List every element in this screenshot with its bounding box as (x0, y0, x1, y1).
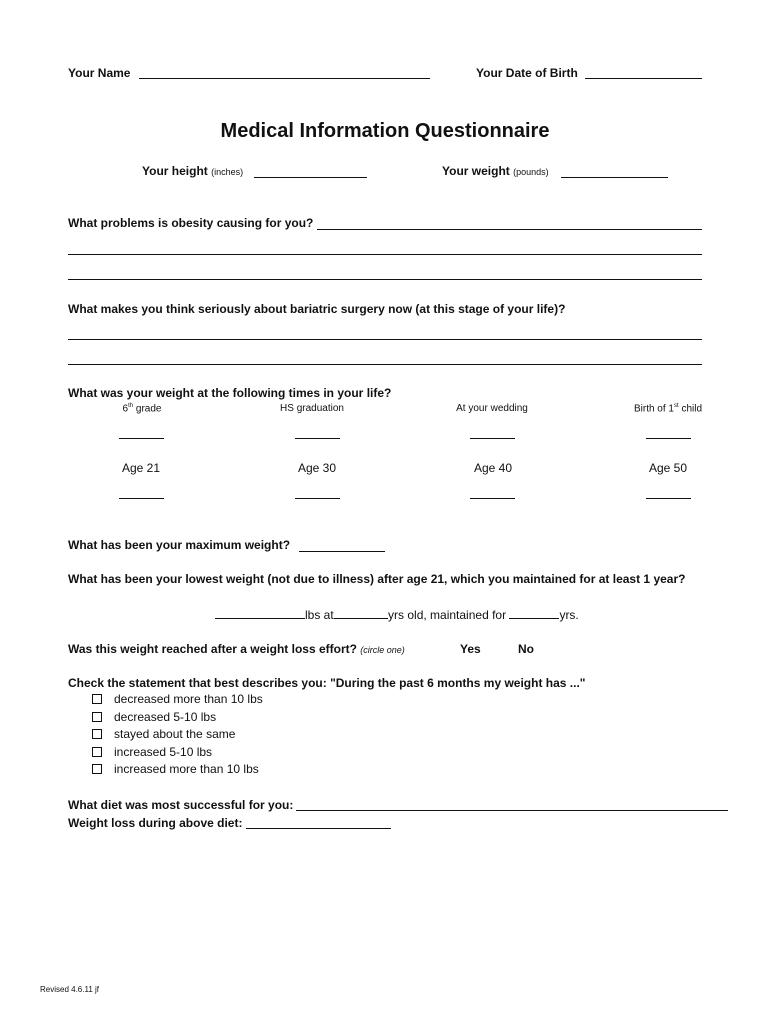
diet-loss-question: Weight loss during above diet: (68, 816, 243, 830)
height-field[interactable] (254, 177, 367, 178)
weight-unit: (pounds) (513, 167, 549, 177)
bariatric-question: What makes you think seriously about bariatric surgery now (at this stage of your life)? (68, 302, 566, 316)
time-label-text: Birth of 1 (633, 403, 674, 415)
statement-option[interactable] (92, 744, 263, 762)
time-label-hs-graduation (262, 403, 362, 414)
diet-loss-field[interactable] (246, 828, 391, 829)
checkbox-icon[interactable] (92, 729, 102, 739)
checkbox-icon[interactable] (92, 694, 102, 704)
time-label-text: At your wedding (456, 403, 528, 414)
max-weight-field[interactable] (299, 551, 385, 552)
checkbox-icon[interactable] (92, 712, 102, 722)
time-label-text-post: grade (133, 403, 162, 415)
obesity-answer-line-1[interactable] (317, 229, 702, 230)
statement-option[interactable] (92, 691, 263, 709)
time-label-text: HS graduation (280, 403, 344, 414)
obesity-answer-line-2[interactable] (68, 254, 702, 255)
lowest-weight-detail (215, 607, 579, 622)
time-label-text: 6 (122, 403, 129, 415)
yrs-label: yrs. (559, 608, 579, 622)
option-label: decreased 5-10 lbs (114, 709, 217, 724)
diet-field[interactable] (296, 810, 728, 811)
checkbox-icon[interactable] (92, 747, 102, 757)
weight-age-21-field[interactable] (119, 498, 164, 499)
age-40-label: Age 40 (473, 461, 513, 475)
height-unit: (inches) (211, 167, 244, 177)
time-label-first-child (618, 403, 718, 414)
lbs-at-label: lbs at (305, 608, 334, 622)
option-label: decreased more than 10 lbs (114, 692, 263, 706)
checkbox-icon[interactable] (92, 764, 102, 774)
height-label: Your height (142, 164, 208, 178)
dob-field[interactable] (585, 78, 702, 79)
time-label-wedding (442, 403, 542, 414)
weight-6th-grade-field[interactable] (119, 438, 164, 439)
option-label: increased more than 10 lbs (114, 762, 259, 776)
option-label: stayed about the same (114, 727, 236, 741)
lowest-weight-lbs-field[interactable] (215, 607, 305, 619)
loss-effort-question: Was this weight reached after a weight loss effort? (68, 642, 357, 656)
dob-label: Your Date of Birth (476, 66, 578, 80)
time-label-sup: th (128, 403, 134, 409)
statement-option[interactable] (92, 726, 263, 744)
age-30-label: Age 30 (297, 461, 337, 475)
maintained-years-field[interactable] (509, 607, 559, 619)
weight-times-question: What was your weight at the following times in your life? (68, 386, 392, 400)
lowest-weight-age-field[interactable] (334, 607, 388, 619)
yrs-old-label: yrs old, maintained for (388, 608, 507, 622)
yes-option[interactable]: Yes (460, 642, 481, 656)
weight-age-50-field[interactable] (646, 498, 691, 499)
statement-option[interactable] (92, 709, 263, 727)
weight-wedding-field[interactable] (470, 438, 515, 439)
bariatric-answer-line-2[interactable] (68, 364, 702, 365)
age-50-label: Age 50 (648, 461, 688, 475)
age-21-label: Age 21 (121, 461, 161, 475)
obesity-question: What problems is obesity causing for you? (68, 216, 314, 230)
time-label-sup: st (674, 403, 679, 409)
diet-question: What diet was most successful for you: (68, 798, 294, 812)
max-weight-question: What has been your maximum weight? (68, 538, 291, 552)
time-label-6th-grade (92, 403, 192, 414)
statement-options-list (92, 691, 263, 779)
revision-footer: Revised 4.6.11 jf (40, 985, 99, 994)
lowest-weight-question: What has been your lowest weight (not due to illness) after age 21, which you maintained for at least 1 year? (68, 572, 686, 586)
statement-option[interactable] (92, 761, 263, 779)
weight-label: Your weight (442, 164, 510, 178)
weight-field[interactable] (561, 177, 668, 178)
name-label: Your Name (68, 66, 131, 80)
loss-effort-group (68, 642, 405, 656)
weight-age-30-field[interactable] (295, 498, 340, 499)
option-label: increased 5-10 lbs (114, 744, 213, 759)
time-label-text-post: child (678, 403, 703, 415)
weight-first-child-field[interactable] (646, 438, 691, 439)
weight-hs-graduation-field[interactable] (295, 438, 340, 439)
bariatric-answer-line-1[interactable] (68, 339, 702, 340)
height-label-group (142, 164, 243, 178)
page-title: Medical Information Questionnaire (220, 120, 550, 142)
weight-label-group (442, 164, 549, 178)
statement-question: Check the statement that best describes you: "During the past 6 months my weight has ..." (68, 676, 586, 690)
name-field[interactable] (139, 78, 430, 79)
obesity-answer-line-3[interactable] (68, 279, 702, 280)
circle-one-hint: (circle one) (360, 645, 405, 655)
no-option[interactable]: No (518, 642, 534, 656)
weight-age-40-field[interactable] (470, 498, 515, 499)
